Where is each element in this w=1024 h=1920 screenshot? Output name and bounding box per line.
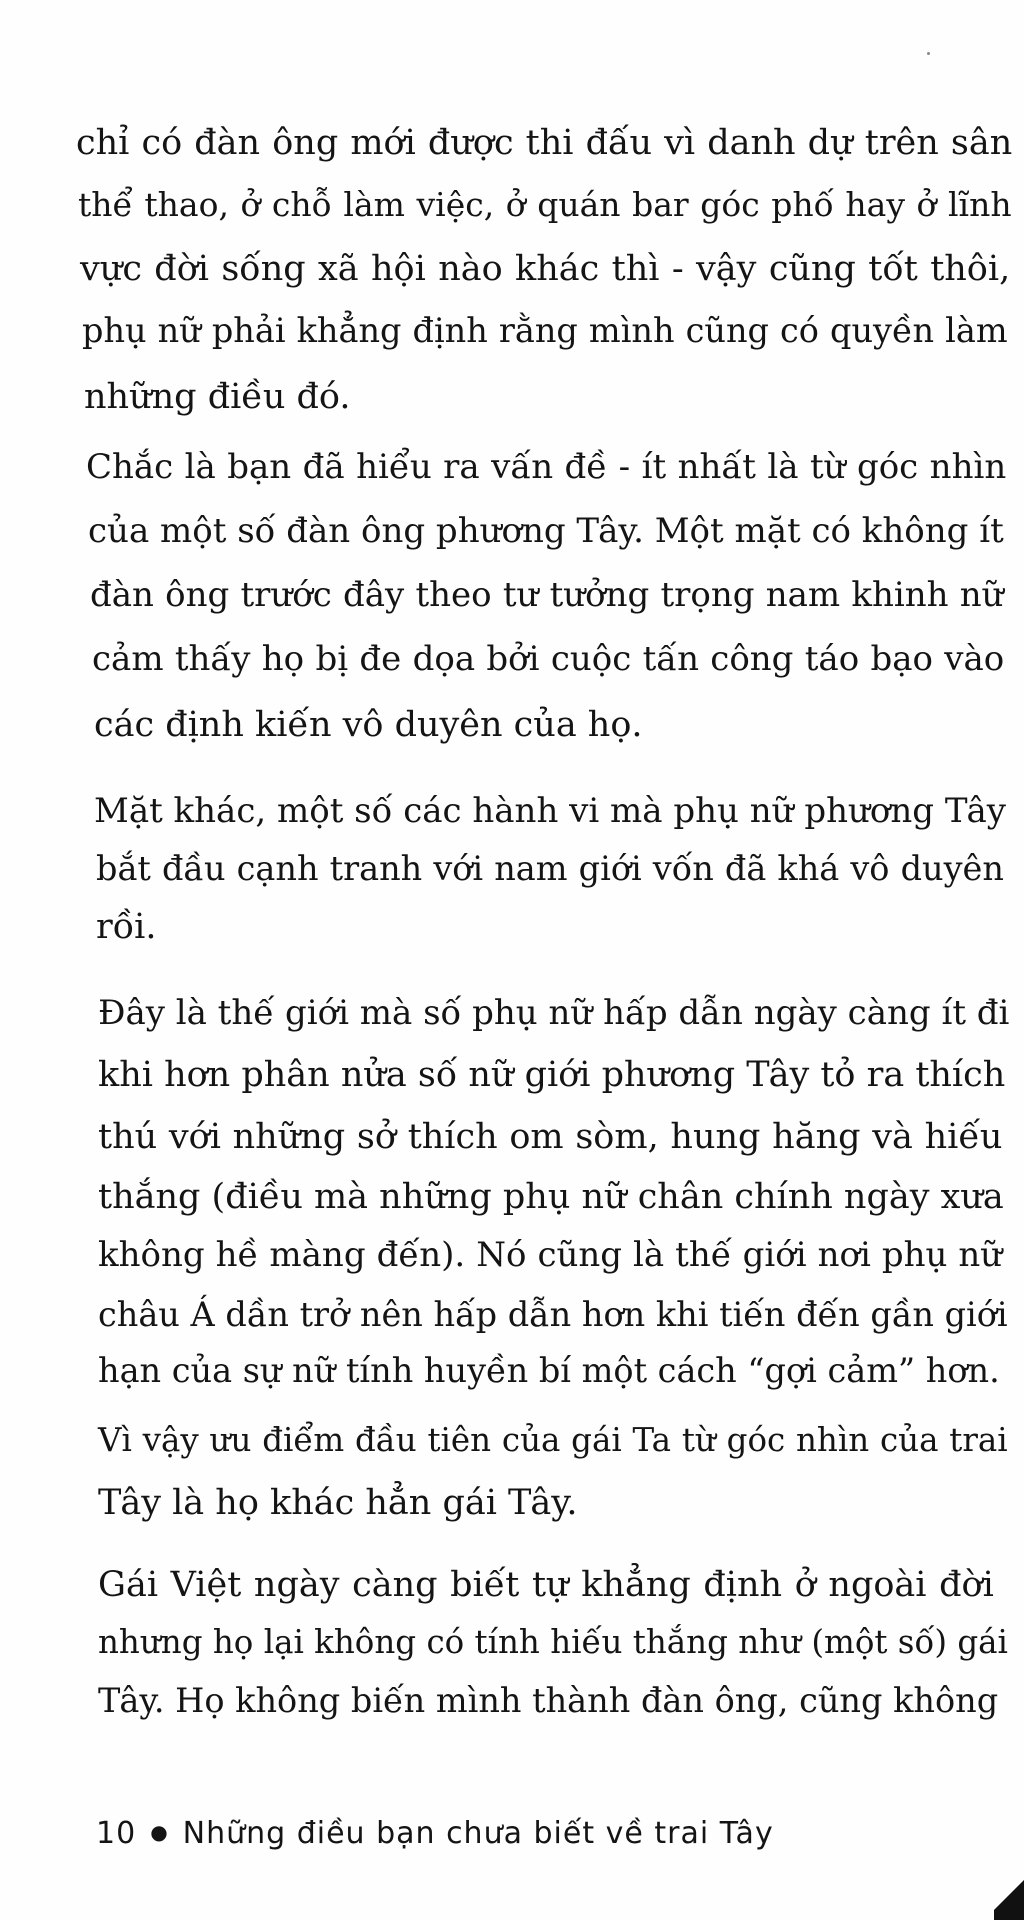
text-line: khi hơn phân nửa số nữ giới phương Tây tỏ ra thích [98,1055,1006,1095]
page-footer [96,1816,774,1851]
text-line: thú với những sở thích om sòm, hung hăng và hiếu [98,1117,1003,1157]
text-line: thắng (điều mà những phụ nữ chân chính ngày xưa [98,1177,1004,1217]
text-line: Tây. Họ không biến mình thành đàn ông, cũng không [98,1681,999,1720]
page-speck [927,52,930,55]
bullet-separator-icon: ● [150,1820,169,1844]
text-line: hạn của sự nữ tính huyền bí một cách “gợi cảm” hơn. [98,1351,1000,1390]
text-line: bắt đầu cạnh tranh với nam giới vốn đã khá vô duyên [96,849,1004,888]
text-line: Tây là họ khác hẳn gái Tây. [98,1483,578,1523]
text-line: không hề màng đến). Nó cũng là thế giới nơi phụ nữ [98,1235,1003,1275]
text-line: của một số đàn ông phương Tây. Một mặt có không ít [88,511,1004,551]
text-line: những điều đó. [84,377,351,417]
text-line: Đây là thế giới mà số phụ nữ hấp dẫn ngày càng ít đi [98,993,1010,1033]
text-line: Mặt khác, một số các hành vi mà phụ nữ phương Tây [94,791,1007,831]
text-line: chỉ có đàn ông mới được thi đấu vì danh dự trên sân [76,123,1013,163]
book-title: Những điều bạn chưa biết về trai Tây [182,1816,774,1851]
text-line: nhưng họ lại không có tính hiếu thắng như (một số) gái [98,1623,1008,1661]
text-line: cảm thấy họ bị đe dọa bởi cuộc tấn công táo bạo vào [92,639,1005,679]
text-line: các định kiến vô duyên của họ. [94,705,643,745]
text-line: châu Á dần trở nên hấp dẫn hơn khi tiến đến gần giới [98,1295,1008,1334]
text-line: Vì vậy ưu điểm đầu tiên của gái Ta từ góc nhìn của trai [98,1421,1008,1459]
page-edge-shadow [994,1860,1024,1920]
text-line: phụ nữ phải khẳng định rằng mình cũng có quyền làm [82,311,1008,350]
text-line: Gái Việt ngày càng biết tự khẳng định ở ngoài đời [98,1565,994,1605]
text-line: đàn ông trước đây theo tư tưởng trọng nam khinh nữ [90,575,1004,615]
text-line: vực đời sống xã hội nào khác thì - vậy cũng tốt thôi, [80,249,1011,289]
text-line: rồi. [96,907,157,947]
text-line: Chắc là bạn đã hiểu ra vấn đề - ít nhất là từ góc nhìn [86,447,1007,487]
page-number: 10 [96,1816,137,1851]
text-line: thể thao, ở chỗ làm việc, ở quán bar góc phố hay ở lĩnh [78,185,1012,224]
